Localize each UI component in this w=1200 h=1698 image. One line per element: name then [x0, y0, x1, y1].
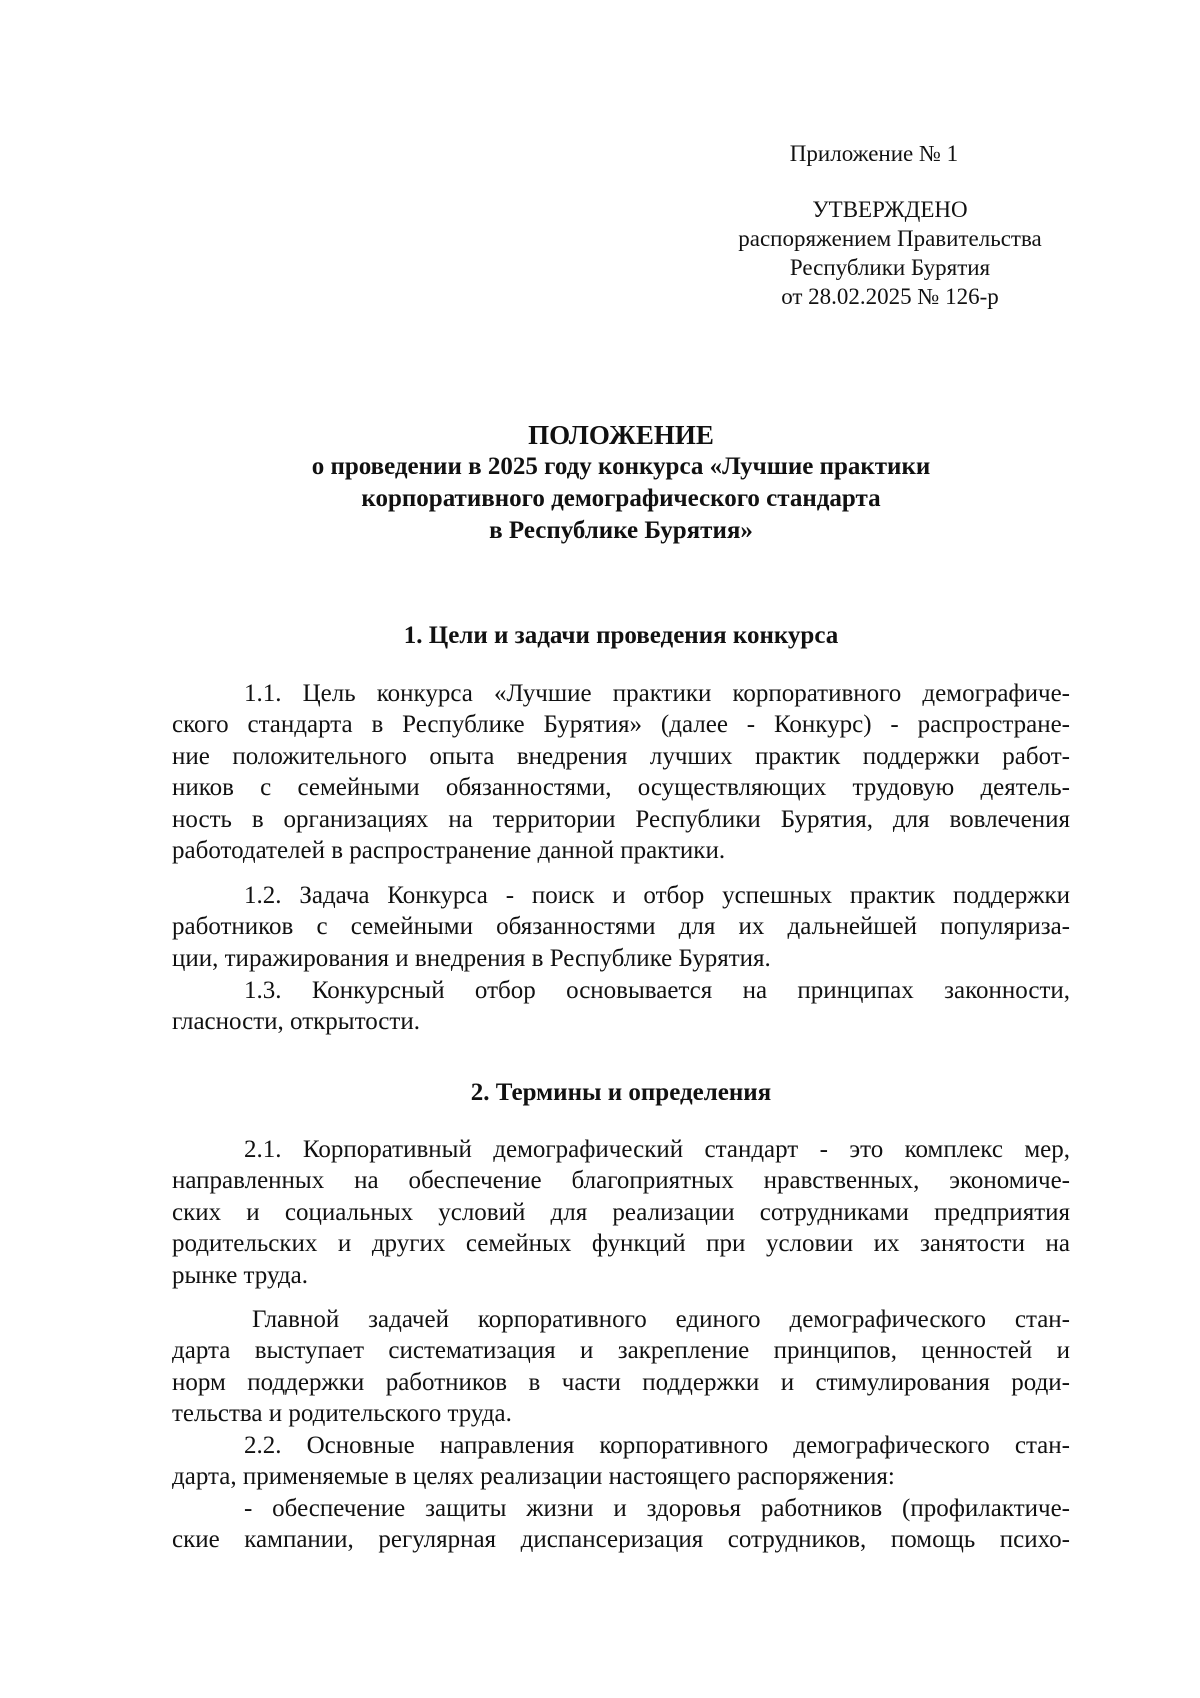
appendix-label: Приложение № 1	[789, 141, 959, 166]
approval-line: УТВЕРЖДЕНО	[812, 197, 968, 222]
text-line: 1.2. Задача Конкурса - поиск и отбор успешных практик поддержки	[244, 882, 1070, 909]
title-line: в Республике Бурятия»	[489, 517, 753, 544]
paragraph-2-2-list-item	[172, 1493, 1070, 1556]
text-line: ников с семейными обязанностями, осуществляющих трудовую деятель-	[172, 774, 1070, 802]
approval-line: Республики Бурятия	[789, 255, 991, 280]
text-line: рынке труда.	[172, 1261, 308, 1289]
paragraph-2-2	[172, 1430, 1070, 1493]
text-line: - обеспечение защиты жизни и здоровья работников (профилактиче-	[244, 1495, 1070, 1522]
section-heading-1: 1. Цели и задачи проведения конкурса	[403, 622, 839, 649]
text-line: направленных на обеспечение благоприятных нравственных, экономиче-	[172, 1167, 1070, 1195]
text-line: ние положительного опыта внедрения лучших практик поддержки работ-	[172, 742, 1070, 770]
paragraph-1-3	[172, 975, 1070, 1038]
text-line: 1.3. Конкурсный отбор основывается на принципах законности,	[244, 977, 1070, 1004]
approval-line: от 28.02.2025 № 126-р	[781, 284, 999, 309]
text-line: тельства и родительского труда.	[172, 1400, 512, 1428]
text-line: ского стандарта в Республике Бурятия» (далее - Конкурс) - распростране-	[172, 711, 1070, 739]
text-line: 1.1. Цель конкурса «Лучшие практики корпоративного демографиче-	[244, 680, 1070, 707]
text-line: ских и социальных условий для реализации сотрудниками предприятия	[172, 1198, 1070, 1226]
text-line: работодателей в распространение данной практики.	[172, 837, 726, 865]
text-line: дарта выступает систематизация и закрепление принципов, ценностей и	[172, 1337, 1070, 1365]
text-line: Главной задачей корпоративного единого демографического стан-	[252, 1306, 1070, 1333]
text-line: ность в организациях на территории Республики Бурятия, для вовлечения	[172, 805, 1070, 833]
approval-line: распоряжением Правительства	[738, 226, 1042, 251]
paragraph-1-1	[172, 678, 1070, 866]
text-line: ские кампании, регулярная диспансеризация сотрудников, помощь психо-	[172, 1526, 1070, 1554]
title-line: корпоративного демографического стандарта	[361, 485, 881, 512]
text-line: 2.1. Корпоративный демографический стандарт - это комплекс мер,	[244, 1136, 1070, 1163]
approval-block	[700, 195, 1080, 311]
text-line: норм поддержки работников в части поддержки и стимулирования роди-	[172, 1368, 1070, 1396]
paragraph-2-1	[172, 1134, 1070, 1291]
section-heading-2: 2. Термины и определения	[470, 1079, 772, 1106]
paragraph-1-2	[172, 880, 1070, 974]
title-line: о проведении в 2025 году конкурса «Лучшие практики	[311, 453, 931, 480]
document-title	[172, 419, 1070, 547]
title-main: ПОЛОЖЕНИЕ	[528, 420, 714, 450]
text-line: гласности, открытости.	[172, 1008, 420, 1036]
paragraph-2-1-main-task	[172, 1304, 1070, 1430]
text-line: работников с семейными обязанностями для их дальнейшей популяриза-	[172, 913, 1070, 941]
text-line: родительских и других семейных функций при условии их занятости на	[172, 1230, 1070, 1258]
text-line: 2.2. Основные направления корпоративного демографического стан-	[244, 1432, 1070, 1459]
text-line: ции, тиражирования и внедрения в Республике Бурятия.	[172, 944, 771, 972]
text-line: дарта, применяемые в целях реализации настоящего распоряжения:	[172, 1463, 895, 1491]
